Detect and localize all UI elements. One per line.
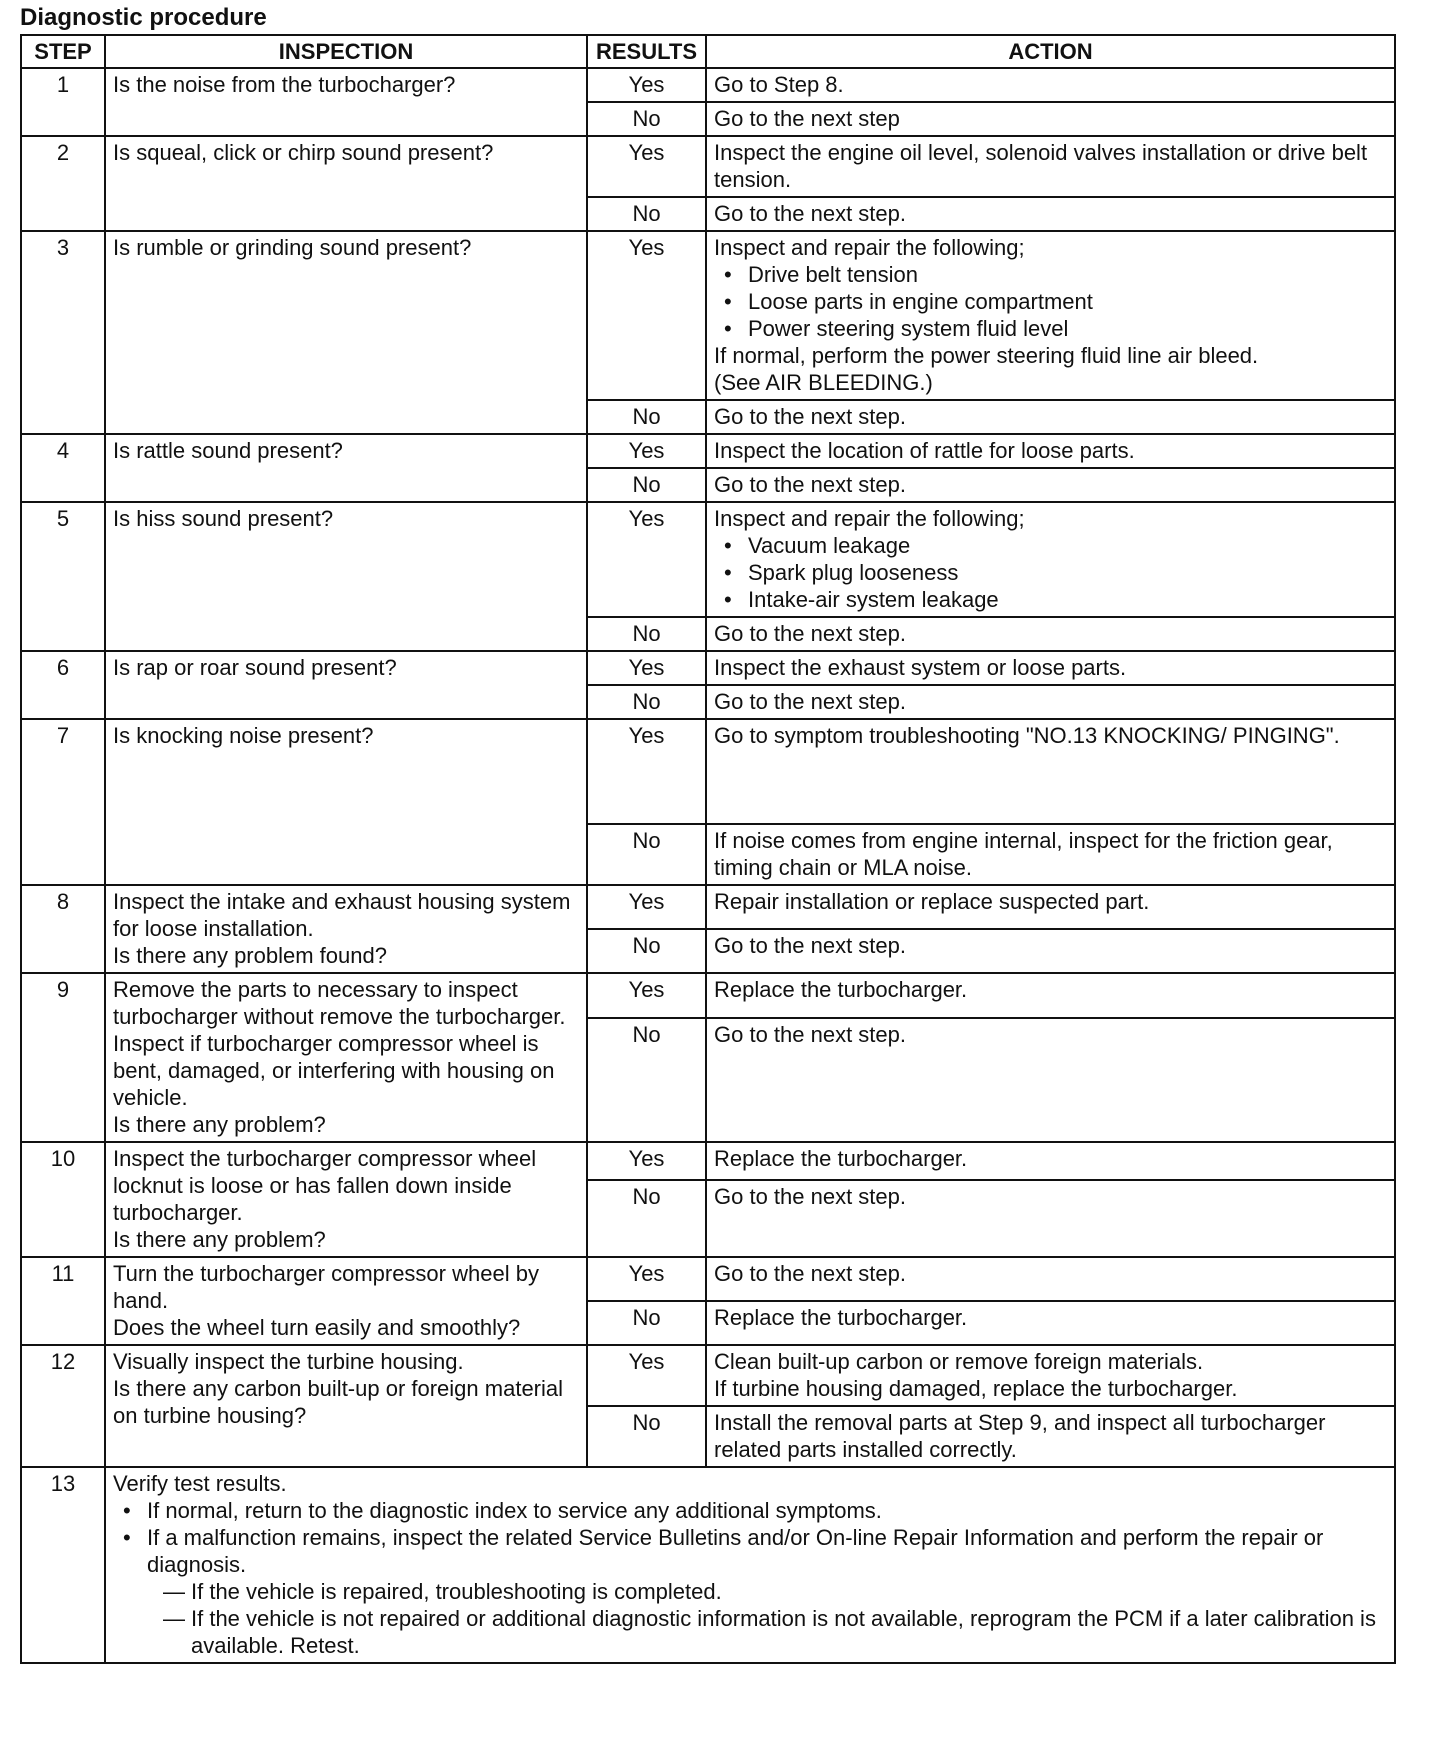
table-row [21,1257,1395,1301]
result-yes: Yes [587,719,706,824]
yes-action-cell [706,1345,1395,1406]
yes-action-cell [706,434,1395,468]
no-action-cell [706,1406,1395,1467]
inspection-cell [105,136,587,231]
action-text: Inspect the location of rattle for loose parts. [714,438,1135,463]
action-text: If noise comes from engine internal, inspect for the friction gear, timing chain or MLA noise. [714,828,1333,880]
action-text: Go to the next step [714,106,900,131]
result-yes: Yes [587,1345,706,1406]
result-yes: Yes [587,1142,706,1180]
inspection-cell [105,231,587,434]
step-number: 13 [21,1467,105,1663]
step-number: 12 [21,1345,105,1467]
result-no: No [587,1406,706,1467]
header-step: STEP [21,35,105,68]
result-yes: Yes [587,136,706,197]
action-text: If turbine housing damaged, replace the turbocharger. [714,1376,1238,1401]
table-row [21,502,1395,617]
action-text: (See AIR BLEEDING.) [714,370,933,395]
action-text: Go to the next step. [714,621,907,646]
no-action-cell [706,1180,1395,1257]
list-item: • Loose parts in engine compartment [748,288,1387,315]
result-yes: Yes [587,68,706,102]
inspection-text: Inspect if turbocharger compressor wheel is bent, damaged, or interfering with housing on vehicle. [113,1031,555,1110]
step-number: 9 [21,973,105,1142]
list-item: • Spark plug looseness [748,559,1387,586]
list-item: • Power steering system fluid level [748,315,1387,342]
inspection-cell [105,719,587,885]
yes-action-cell [706,68,1395,102]
inspection-cell [105,434,587,502]
inspection-cell [105,885,587,973]
yes-action-cell [706,973,1395,1018]
yes-action-cell [706,651,1395,685]
result-no: No [587,197,706,231]
inspection-text: Turn the turbocharger compressor wheel by hand. [113,1261,539,1313]
result-yes: Yes [587,1257,706,1301]
result-no: No [587,929,706,973]
result-no: No [587,102,706,136]
action-text: If normal, perform the power steering fluid line air bleed. [714,343,1259,368]
inspection-text: Inspect the turbocharger compressor wheel locknut is loose or has fallen down inside turbocharger. [113,1146,537,1225]
table-row [21,885,1395,929]
action-text: Go to the next step. [714,933,907,958]
inspection-text: Is hiss sound present? [113,506,334,531]
yes-action-cell [706,502,1395,617]
step-number: 1 [21,68,105,136]
inspection-text: Is squeal, click or chirp sound present? [113,140,494,165]
step-number: 11 [21,1257,105,1345]
inspection-text: Visually inspect the turbine housing. [113,1349,464,1374]
no-action-cell [706,824,1395,885]
action-text: Inspect and repair the following; [714,506,1025,531]
table-row [21,1142,1395,1180]
step13-bullet2: If a malfunction remains, inspect the related Service Bulletins and/or On-line Repair Information and perform the repair or diagnosis. [147,1525,1324,1577]
table-row [21,1345,1395,1406]
list-item: • If normal, return to the diagnostic index to service any additional symptoms. [147,1497,1387,1524]
result-yes: Yes [587,231,706,400]
no-action-cell [706,685,1395,719]
result-no: No [587,468,706,502]
action-text: Go to the next step. [714,472,907,497]
page-title: Diagnostic procedure [20,4,267,31]
inspection-text: Is there any problem found? [113,943,387,968]
result-no: No [587,685,706,719]
inspection-text: Is rumble or grinding sound present? [113,235,472,260]
action-text: Go to symptom troubleshooting "NO.13 KNOCKING/ PINGING". [714,723,1340,748]
result-no: No [587,1018,706,1142]
no-action-cell [706,1301,1395,1345]
result-yes: Yes [587,651,706,685]
inspection-cell [105,1345,587,1467]
action-bullet-list [714,532,1387,613]
inspection-text: Is there any carbon built-up or foreign material on turbine housing? [113,1376,564,1428]
inspection-cell [105,502,587,651]
table-row [21,651,1395,685]
yes-action-cell [706,1257,1395,1301]
list-item: — If the vehicle is not repaired or additional diagnostic information is not available, reprogram the PCM if a later calibration is available. Retest. [191,1605,1387,1659]
no-action-cell [706,400,1395,434]
header-results: RESULTS [587,35,706,68]
inspection-cell [105,1257,587,1345]
inspection-text: Inspect the intake and exhaust housing system for loose installation. [113,889,571,941]
step13-dash-list [147,1578,1387,1659]
table-row [21,719,1395,824]
yes-action-cell [706,1142,1395,1180]
inspection-text: Remove the parts to necessary to inspect turbocharger without remove the turbocharger. [113,977,566,1029]
result-yes: Yes [587,502,706,617]
action-text: Go to the next step. [714,689,907,714]
step-number: 4 [21,434,105,502]
no-action-cell [706,468,1395,502]
result-no: No [587,1180,706,1257]
list-item: • Vacuum leakage [748,532,1387,559]
inspection-text: Is knocking noise present? [113,723,374,748]
list-item: • Drive belt tension [748,261,1387,288]
inspection-text: Is the noise from the turbocharger? [113,72,456,97]
action-text: Inspect and repair the following; [714,235,1025,260]
action-text: Go to the next step. [714,201,907,226]
yes-action-cell [706,136,1395,197]
result-no: No [587,617,706,651]
step-number: 7 [21,719,105,885]
result-yes: Yes [587,885,706,929]
yes-action-cell [706,719,1395,824]
action-text: Go to the next step. [714,1261,907,1286]
inspection-text: Is rap or roar sound present? [113,655,397,680]
action-text: Go to the next step. [714,404,907,429]
step13-row [21,1467,1395,1663]
step-number: 2 [21,136,105,231]
no-action-cell [706,102,1395,136]
result-no: No [587,1301,706,1345]
inspection-text: Does the wheel turn easily and smoothly? [113,1315,521,1340]
step-number: 3 [21,231,105,434]
action-text: Go to the next step. [714,1022,907,1047]
table-row [21,973,1395,1018]
list-item: — If the vehicle is repaired, troubleshooting is completed. [191,1578,1387,1605]
header-row [21,35,1395,68]
no-action-cell [706,197,1395,231]
inspection-cell [105,651,587,719]
step-number: 6 [21,651,105,719]
step-number: 5 [21,502,105,651]
step13-bullets [113,1497,1387,1659]
result-no: No [587,824,706,885]
step-number: 10 [21,1142,105,1257]
action-text: Go to the next step. [714,1184,907,1209]
action-text: Replace the turbocharger. [714,1146,968,1171]
no-action-cell [706,1018,1395,1142]
inspection-cell [105,1142,587,1257]
no-action-cell [706,929,1395,973]
result-no: No [587,400,706,434]
action-bullet-list [714,261,1387,342]
table-body [21,68,1395,1663]
result-yes: Yes [587,434,706,468]
list-item: • Intake-air system leakage [748,586,1387,613]
inspection-text: Is there any problem? [113,1112,326,1137]
action-text: Inspect the engine oil level, solenoid valves installation or drive belt tension. [714,140,1368,192]
header-action: ACTION [706,35,1395,68]
step13-content [105,1467,1395,1663]
action-text: Clean built-up carbon or remove foreign materials. [714,1349,1204,1374]
action-text: Inspect the exhaust system or loose parts. [714,655,1127,680]
yes-action-cell [706,231,1395,400]
diagnostic-table [20,34,1396,1664]
inspection-text: Is there any problem? [113,1227,326,1252]
header-inspection: INSPECTION [105,35,587,68]
inspection-text: Is rattle sound present? [113,438,343,463]
inspection-cell [105,68,587,136]
step-number: 8 [21,885,105,973]
action-text: Repair installation or replace suspected part. [714,889,1150,914]
step13-intro: Verify test results. [113,1471,287,1496]
result-yes: Yes [587,973,706,1018]
action-text: Replace the turbocharger. [714,977,968,1002]
no-action-cell [706,617,1395,651]
action-text: Install the removal parts at Step 9, and inspect all turbocharger related parts installed correctly. [714,1410,1326,1462]
table-row [21,68,1395,102]
action-text: Go to Step 8. [714,72,844,97]
yes-action-cell [706,885,1395,929]
table-row [21,434,1395,468]
inspection-cell [105,973,587,1142]
table-row [21,136,1395,197]
action-text: Replace the turbocharger. [714,1305,968,1330]
table-row [21,231,1395,400]
list-item [147,1524,1387,1659]
